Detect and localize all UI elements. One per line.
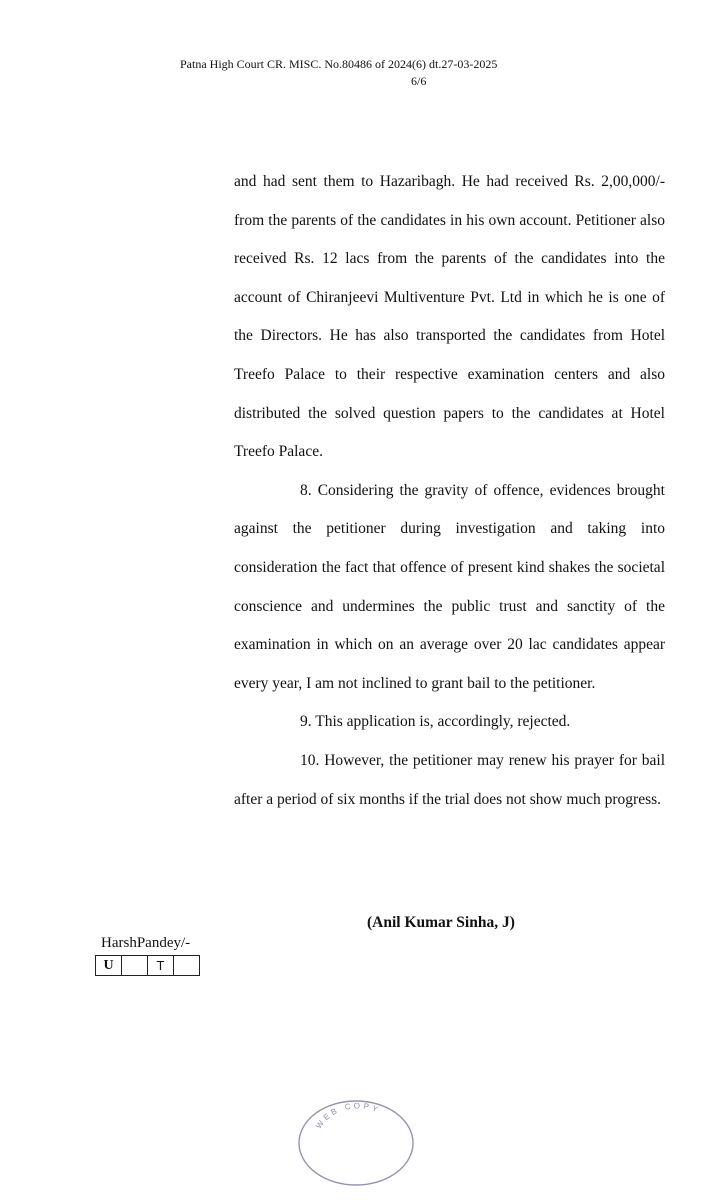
ut-box-table [95,955,200,976]
ut-box-empty [174,956,200,976]
case-citation: Patna High Court CR. MISC. No.80486 of 2024(6) dt.27-03-2025 [180,57,498,71]
stamp-text: WEB COPY [314,1101,382,1131]
paragraph-9: 9. This application is, accordingly, rejected. [300,713,571,731]
judgment-body [234,163,665,819]
paragraph-8: 8. Considering the gravity of offence, evidences brought against the petitioner during investigation and taking into consideration the fact that offence of present kind shakes the societal conscience and undermines the public trust and sanctity of the examination in which on an average over 20 lac candidates appear every year, I am not inclined to grant bail to the petitioner. [234,481,665,692]
judge-signature: (Anil Kumar Sinha, J) [367,914,515,931]
ut-box-u: U [96,956,122,976]
ut-box-t: T [148,956,174,976]
clerk-name: HarshPandey/- [101,935,191,951]
paragraph-10: 10. However, the petitioner may renew his prayer for bail after a period of six months if the trial does not show much progress. [234,751,665,808]
page-number: 6/6 [411,74,427,88]
stamp-ring-icon [299,1101,413,1185]
ut-box-empty [122,956,148,976]
web-copy-stamp [296,1097,416,1187]
paragraph-continuation: and had sent them to Hazaribagh. He had received Rs. 2,00,000/- from the parents of the candidates in his own account. Petitioner also received Rs. 12 lacs from the parents of the candidates into the account of Chiranjeevi Multiventure Pvt. Ltd in which he is one of the Directors. He has also transported the candidates from Hotel Treefo Palace to their respective examination centers and also distributed the solved question papers to the candidates at Hotel Treefo Palace. [234,173,665,461]
